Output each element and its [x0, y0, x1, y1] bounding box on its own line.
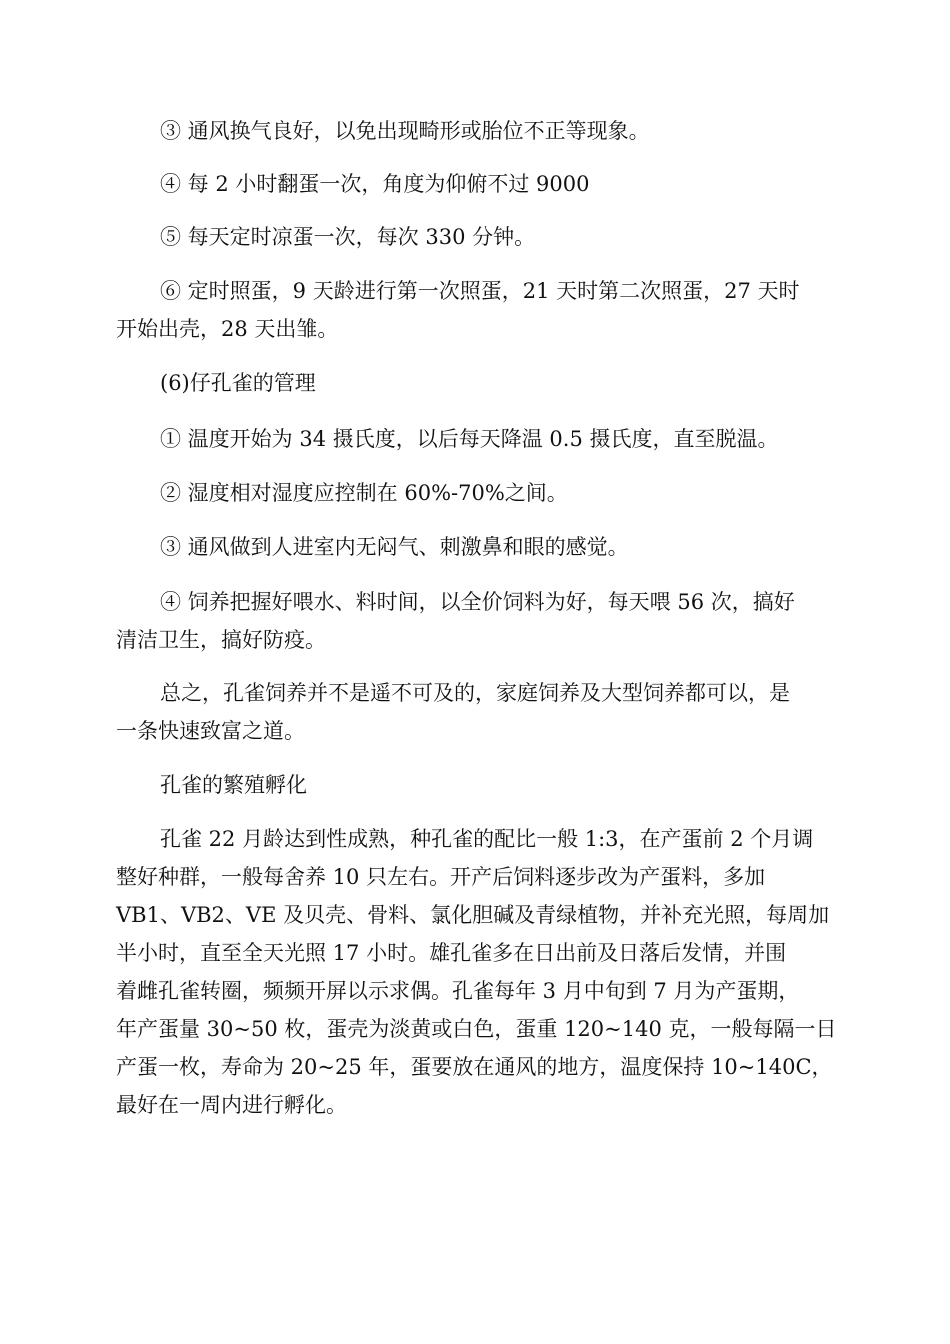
text-line: ① 温度开始为 34 摄氏度，以后每天降温 0.5 摄氏度，直至脱温。 — [160, 427, 779, 451]
section-heading-breeding — [116, 766, 836, 804]
text-line: ④ 每 2 小时翻蛋一次，角度为仰俯不过 9000 — [160, 172, 590, 196]
paragraph-summary — [116, 674, 836, 750]
text-line: 着雌孔雀转圈，频频开屏以示求偶。孔雀每年 3 月中旬到 7 月为产蛋期， — [116, 979, 800, 1003]
paragraph-temperature — [116, 420, 836, 458]
text-line: ② 湿度相对湿度应控制在 60%-70%之间。 — [160, 481, 568, 505]
text-line: ⑤ 每天定时凉蛋一次，每次 330 分钟。 — [160, 225, 536, 249]
text-line: 孔雀的繁殖孵化 — [160, 773, 307, 797]
paragraph-candling — [116, 272, 836, 348]
text-line: ③ 通风做到人进室内无闷气、刺激鼻和眼的感觉。 — [160, 535, 629, 559]
text-line: 一条快速致富之道。 — [116, 719, 305, 743]
paragraph-egg-turning — [116, 165, 836, 203]
text-line: 最好在一周内进行孵化。 — [116, 1093, 347, 1117]
section-heading-chick-management — [116, 364, 836, 402]
text-line: 总之，孔雀饲养并不是遥不可及的，家庭饲养及大型饲养都可以，是 — [160, 681, 790, 705]
text-line: 开始出壳，28 天出雏。 — [116, 317, 339, 341]
paragraph-ventilation — [116, 112, 836, 150]
text-line: (6)仔孔雀的管理 — [160, 371, 316, 395]
text-line: 产蛋一枚，寿命为 20~25 年，蛋要放在通风的地方，温度保持 10~140C， — [116, 1055, 833, 1079]
paragraph-breeding-details — [116, 820, 836, 1124]
text-line: 整好种群，一般每舍养 10 只左右。开产后饲料逐步改为产蛋料，多加 — [116, 865, 766, 889]
text-line: 孔雀 22 月龄达到性成熟，种孔雀的配比一般 1:3，在产蛋前 2 个月调 — [160, 827, 814, 851]
text-line: 年产蛋量 30~50 枚，蛋壳为淡黄或白色，蛋重 120~140 克，一般每隔一日 — [116, 1017, 837, 1041]
paragraph-egg-cooling — [116, 218, 836, 256]
text-line: ④ 饲养把握好喂水、料时间，以全价饲料为好，每天喂 56 次，搞好 — [160, 590, 795, 614]
paragraph-humidity — [116, 474, 836, 512]
text-line: VB1、VB2、VE 及贝壳、骨料、氯化胆碱及青绿植物，并补充光照，每周加 — [116, 903, 830, 927]
text-line: ⑥ 定时照蛋，9 天龄进行第一次照蛋，21 天时第二次照蛋，27 天时 — [160, 279, 800, 303]
text-line: ③ 通风换气良好，以免出现畸形或胎位不正等现象。 — [160, 119, 650, 143]
text-line: 半小时，直至全天光照 17 小时。雄孔雀多在日出前及日落后发情，并围 — [116, 941, 787, 965]
paragraph-air — [116, 528, 836, 566]
paragraph-feeding — [116, 583, 836, 659]
text-line: 清洁卫生，搞好防疫。 — [116, 628, 326, 652]
